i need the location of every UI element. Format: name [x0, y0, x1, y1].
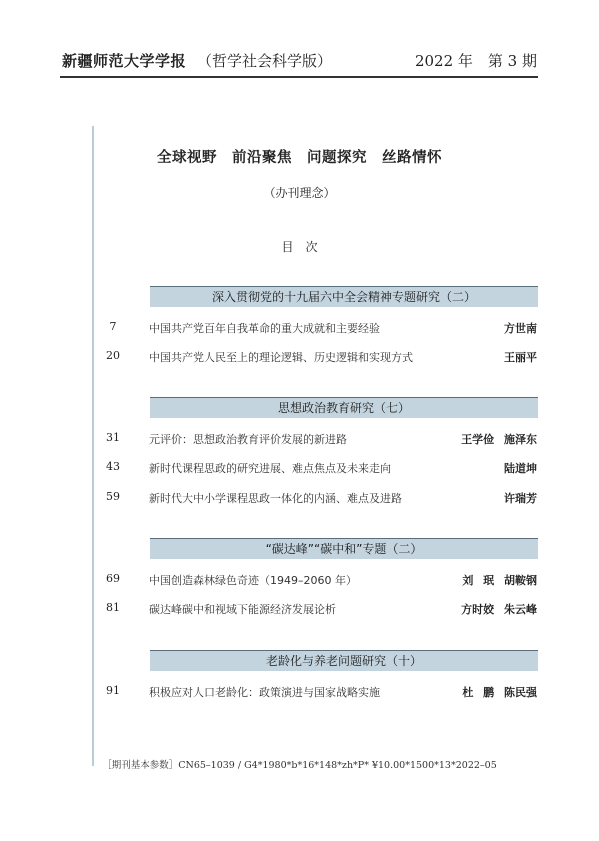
article-title[interactable]: 碳达峰碳中和视域下能源经济发展论析	[149, 603, 336, 616]
article-title[interactable]: 新时代课程思政的研究进展、难点焦点及未来走向	[149, 462, 391, 475]
article-page: 59	[106, 490, 120, 503]
article-authors: 王学俭 施泽东	[461, 433, 537, 446]
article-authors: 王丽平	[504, 351, 537, 364]
article-page: 7	[109, 320, 117, 333]
article-page: 20	[106, 349, 120, 362]
article-page: 81	[106, 601, 120, 614]
article-authors: 许瑞芳	[504, 492, 537, 505]
article-title[interactable]: 中国创造森林绿色奇迹（1949–2060 年）	[149, 574, 357, 587]
issue-number: 2022 年 第 3 期	[414, 52, 537, 70]
section-heading: 深入贯彻党的十九届六中全会精神专题研究（二）	[150, 286, 538, 307]
journal-edition: （哲学社会科学版）	[197, 52, 333, 70]
article-page: 31	[106, 431, 120, 444]
journal-parameters: ［期刊基本参数］CN65–1039 / G4*1980*b*16*148*zh*P* ¥10.00*1500*13*2022–05	[102, 760, 497, 771]
article-authors: 方时姣 朱云峰	[461, 603, 537, 616]
contents-title: 目 次	[281, 240, 318, 254]
article-title[interactable]: 元评价：思想政治教育评价发展的新进路	[149, 433, 347, 446]
article-title[interactable]: 新时代大中小学课程思政一体化的内涵、难点及进路	[149, 492, 402, 505]
article-page: 69	[106, 572, 120, 585]
article-title[interactable]: 中国共产党人民至上的理论逻辑、历史逻辑和实现方式	[149, 351, 413, 364]
article-title[interactable]: 中国共产党百年自我革命的重大成就和主要经验	[149, 322, 380, 335]
article-page: 91	[106, 684, 120, 697]
section-heading: “碳达峰”“碳中和”专题（二）	[150, 538, 538, 559]
article-authors: 杜 鹏 陈民强	[462, 686, 537, 699]
article-title[interactable]: 积极应对人口老龄化：政策演进与国家战略实施	[149, 686, 380, 699]
section-heading: 思想政治教育研究（七）	[150, 397, 538, 418]
article-authors: 陆道坤	[504, 462, 537, 475]
article-page: 43	[106, 460, 120, 473]
article-authors: 刘 珉 胡鞍钢	[462, 574, 537, 587]
article-authors: 方世南	[504, 322, 537, 335]
section-heading: 老龄化与养老问题研究（十）	[150, 650, 538, 671]
journal-motto: 全球视野 前沿聚焦 问题探究 丝路情怀	[157, 150, 442, 166]
journal-title: 新疆师范大学学报	[62, 52, 187, 70]
margin-bar	[92, 126, 94, 766]
motto-label: （办刊理念）	[263, 186, 336, 200]
header-rule	[60, 76, 538, 78]
